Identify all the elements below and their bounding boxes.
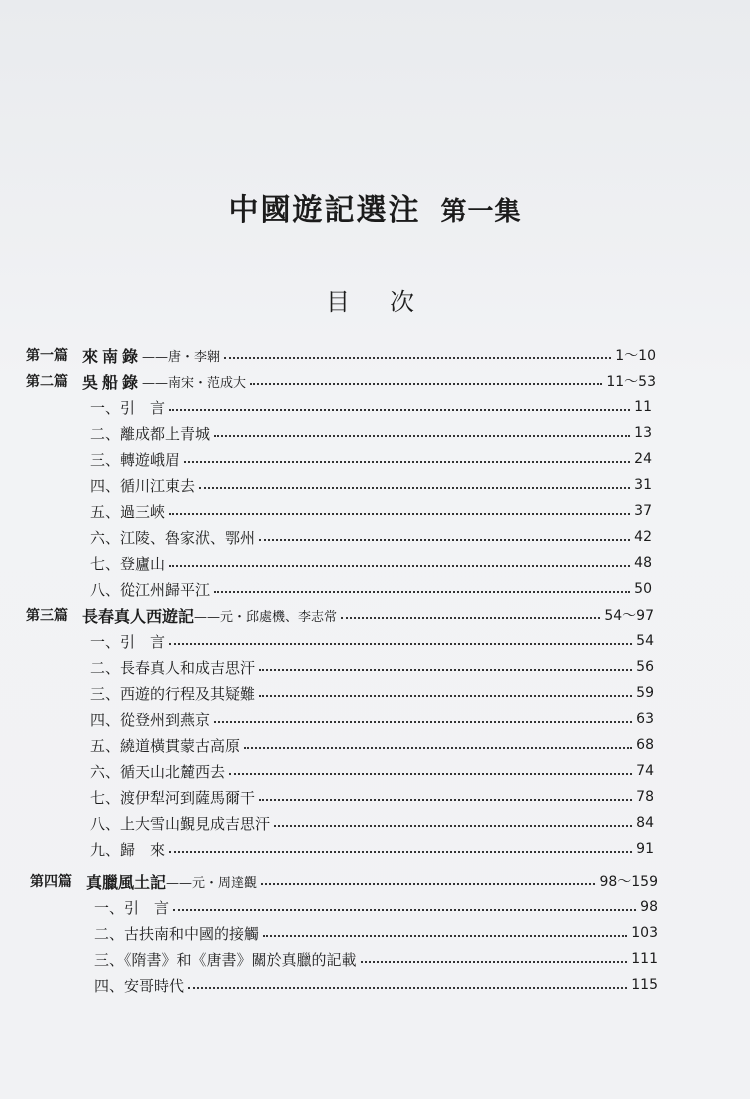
dot-leader [184, 461, 630, 463]
dot-leader [259, 669, 632, 671]
page-range: 98～159 [599, 874, 658, 890]
toc-section-row[interactable] [90, 733, 654, 757]
section-page: 84 [636, 815, 654, 831]
volume-label: 第一集 [440, 197, 522, 227]
toc-heading: 目次 [326, 288, 454, 316]
dot-leader [361, 961, 628, 963]
dot-leader [214, 591, 630, 593]
section-page: 13 [634, 425, 652, 441]
dot-leader [169, 513, 630, 515]
toc-section-row[interactable] [90, 759, 654, 783]
book-title [0, 185, 750, 229]
section-page: 91 [636, 841, 654, 857]
toc-section-row[interactable] [90, 707, 654, 731]
section-title: 一、引 言 [90, 632, 166, 651]
section-title: 二、長春真人和成吉思汗 [90, 658, 256, 677]
part-title: 真臘風土記 [86, 872, 167, 892]
dot-leader [169, 851, 632, 853]
section-title: 六、江陵、魯家洑、鄂州 [90, 528, 256, 547]
section-title: 七、渡伊犁河到薩馬爾干 [90, 788, 256, 807]
section-title: 八、從江州歸平江 [90, 580, 211, 599]
part-title: 吳船錄 [82, 372, 143, 392]
section-title: 四、循川江東去 [90, 476, 196, 495]
section-title: 一、引 言 [90, 398, 166, 417]
part-title: 長春真人西遊記 [82, 606, 195, 626]
toc-part-row[interactable] [30, 869, 658, 893]
dot-leader [214, 435, 630, 437]
section-page: 98 [640, 899, 658, 915]
section-title: 六、循天山北麓西去 [90, 762, 226, 781]
section-page: 63 [636, 711, 654, 727]
section-page: 56 [636, 659, 654, 675]
toc-section-row[interactable] [90, 447, 652, 471]
part-author: ——唐・李翱 [142, 349, 221, 365]
section-title: 三、《隋書》和《唐書》關於真臘的記載 [94, 950, 357, 969]
section-title: 八、上大雪山覲見成吉思汗 [90, 814, 271, 833]
dot-leader [173, 909, 636, 911]
part-author: ——元・邱處機、李志常 [194, 609, 338, 625]
section-title: 三、轉遊峨眉 [90, 450, 181, 469]
part-label: 第二篇 [26, 374, 68, 390]
dot-leader [224, 357, 611, 359]
section-page: 74 [636, 763, 654, 779]
toc-section-row[interactable] [90, 681, 654, 705]
section-page: 11 [634, 399, 652, 415]
section-page: 115 [631, 977, 658, 993]
toc-section-row[interactable] [90, 473, 652, 497]
dot-leader [214, 721, 632, 723]
section-page: 54 [636, 633, 654, 649]
part-author: ——南宋・范成大 [142, 375, 247, 391]
part-title: 來南錄 [82, 346, 143, 366]
section-page: 24 [634, 451, 652, 467]
dot-leader [274, 825, 632, 827]
toc-section-row[interactable] [90, 629, 654, 653]
toc-section-row[interactable] [90, 551, 652, 575]
dot-leader [199, 487, 630, 489]
part-label: 第一篇 [26, 348, 68, 364]
toc-section-row[interactable] [94, 895, 658, 919]
dot-leader [259, 799, 632, 801]
toc-section-row[interactable] [90, 395, 652, 419]
toc-section-row[interactable] [90, 421, 652, 445]
section-page: 37 [634, 503, 652, 519]
section-title: 一、引 言 [94, 898, 170, 917]
section-page: 103 [631, 925, 658, 941]
dot-leader [250, 383, 602, 385]
section-title: 三、西遊的行程及其疑難 [90, 684, 256, 703]
page-range: 1～10 [615, 348, 656, 364]
section-title: 五、過三峽 [90, 502, 166, 521]
toc-section-row[interactable] [94, 921, 658, 945]
section-page: 31 [634, 477, 652, 493]
dot-leader [169, 643, 632, 645]
section-title: 二、離成都上青城 [90, 424, 211, 443]
section-page: 48 [634, 555, 652, 571]
dot-leader [169, 409, 630, 411]
section-title: 九、歸 來 [90, 840, 166, 859]
section-page: 78 [636, 789, 654, 805]
part-label: 第四篇 [30, 874, 72, 890]
section-page: 42 [634, 529, 652, 545]
section-title: 四、安哥時代 [94, 976, 185, 995]
toc-section-row[interactable] [90, 655, 654, 679]
toc-section-row[interactable] [90, 811, 654, 835]
section-page: 59 [636, 685, 654, 701]
dot-leader [259, 539, 630, 541]
part-label: 第三篇 [26, 608, 68, 624]
dot-leader [261, 883, 595, 885]
section-title: 四、從登州到燕京 [90, 710, 211, 729]
dot-leader [244, 747, 632, 749]
toc-section-row[interactable] [90, 499, 652, 523]
dot-leader [259, 695, 632, 697]
section-page: 111 [631, 951, 658, 967]
dot-leader [341, 617, 600, 619]
toc-section-row[interactable] [90, 577, 652, 601]
toc-section-row[interactable] [90, 785, 654, 809]
section-title: 二、古扶南和中國的接觸 [94, 924, 260, 943]
dot-leader [263, 935, 627, 937]
toc-part-row[interactable] [26, 343, 656, 367]
dot-leader [188, 987, 627, 989]
toc-section-row[interactable] [90, 837, 654, 861]
page-range: 54～97 [604, 608, 654, 624]
book-title-text: 中國遊記選注 [228, 193, 421, 228]
section-page: 68 [636, 737, 654, 753]
toc-part-row[interactable] [26, 369, 656, 393]
toc-section-row[interactable] [94, 947, 658, 971]
section-page: 50 [634, 581, 652, 597]
toc-section-row[interactable] [94, 973, 658, 997]
section-title: 五、繞道橫貫蒙古高原 [90, 736, 241, 755]
toc-part-row[interactable] [26, 603, 654, 627]
section-title: 七、登廬山 [90, 554, 166, 573]
part-author: ——元・周達觀 [166, 875, 258, 891]
toc-section-row[interactable] [90, 525, 652, 549]
dot-leader [169, 565, 630, 567]
dot-leader [229, 773, 632, 775]
page-range: 11～53 [606, 374, 656, 390]
